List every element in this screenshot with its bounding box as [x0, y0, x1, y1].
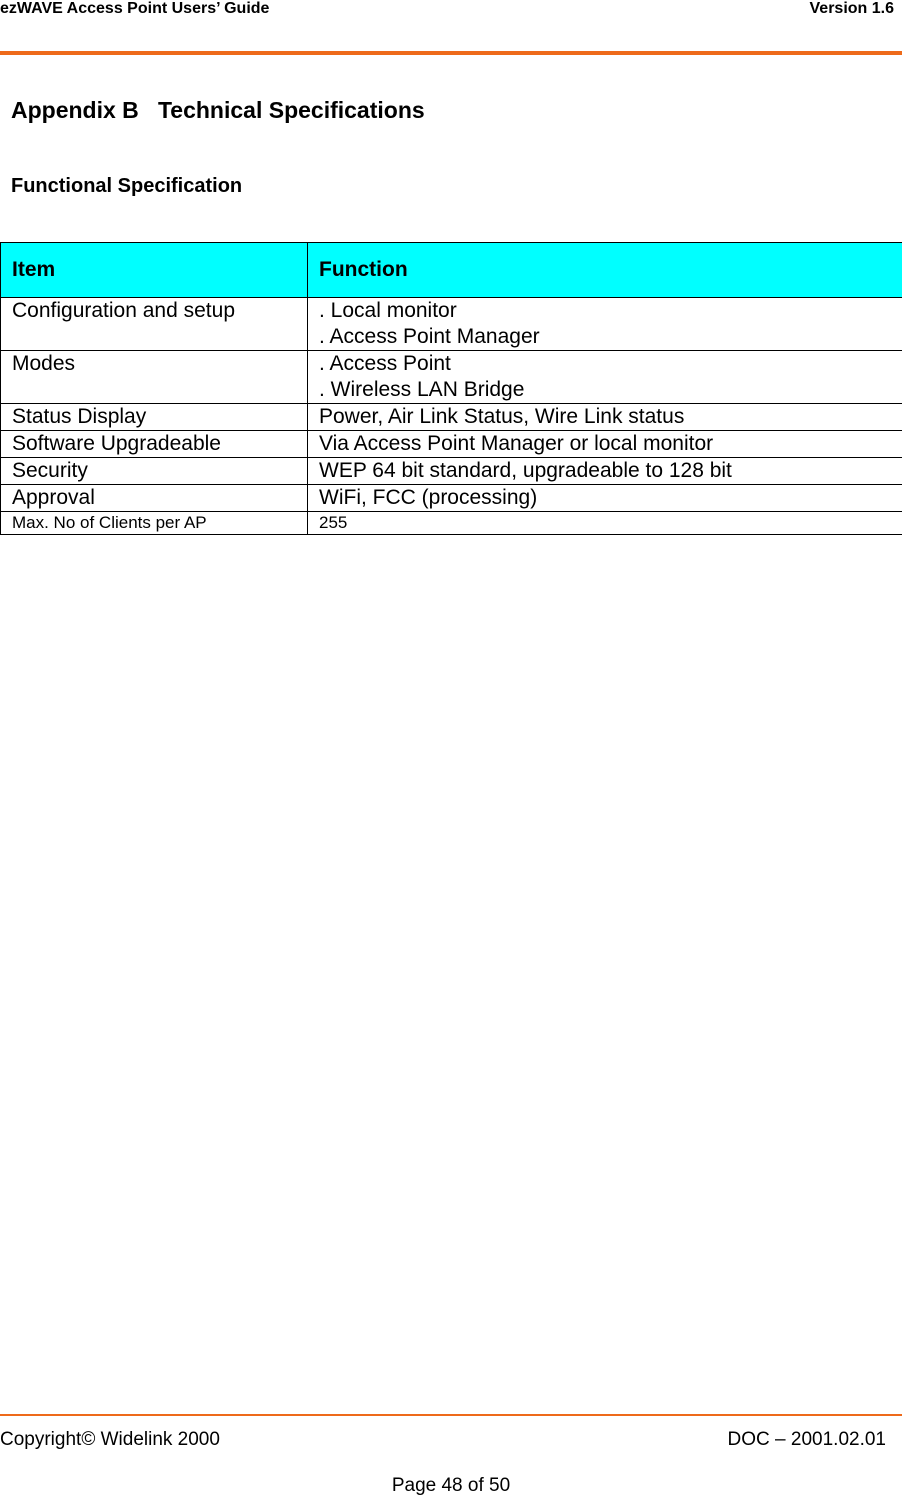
- table-row: [1, 298, 902, 351]
- item-cell: Status Display: [1, 404, 308, 431]
- table-row: [1, 512, 902, 535]
- function-cell: [308, 351, 902, 404]
- item-cell: Approval: [1, 485, 308, 512]
- column-header-item: Item: [1, 243, 308, 298]
- function-line: . Access Point Manager: [319, 325, 540, 348]
- table-row: [1, 404, 902, 431]
- table-header-row: [1, 243, 902, 298]
- document-version: Version 1.6: [809, 0, 894, 17]
- table-row: [1, 431, 902, 458]
- page-number: Page 48 of 50: [391, 1475, 511, 1496]
- item-cell: Configuration and setup: [1, 298, 308, 351]
- function-cell: Power, Air Link Status, Wire Link status: [308, 404, 902, 431]
- item-cell: Modes: [1, 351, 308, 404]
- footer-divider: [0, 1414, 902, 1416]
- function-cell: WEP 64 bit standard, upgradeable to 128 bit: [308, 458, 902, 485]
- item-cell: Security: [1, 458, 308, 485]
- function-line: . Access Point: [319, 352, 451, 375]
- function-cell: [308, 298, 902, 351]
- item-cell: Max. No of Clients per AP: [1, 512, 308, 535]
- function-line: . Local monitor: [319, 299, 457, 322]
- column-header-function: Function: [308, 243, 902, 298]
- function-cell: Via Access Point Manager or local monitor: [308, 431, 902, 458]
- copyright-text: Copyright© Widelink 2000: [0, 1429, 220, 1450]
- functional-spec-table: [0, 242, 902, 535]
- table-row: [1, 485, 902, 512]
- appendix-title: Appendix B Technical Specifications: [11, 97, 425, 123]
- table-row: [1, 351, 902, 404]
- page-header: [0, 0, 902, 30]
- function-cell: 255: [308, 512, 902, 535]
- function-line: . Wireless LAN Bridge: [319, 378, 525, 401]
- function-cell: WiFi, FCC (processing): [308, 485, 902, 512]
- document-title: ezWAVE Access Point Users’ Guide: [0, 0, 270, 17]
- document-code: DOC – 2001.02.01: [727, 1429, 886, 1450]
- header-divider: [0, 51, 902, 55]
- section-title: Functional Specification: [11, 175, 243, 197]
- item-cell: Software Upgradeable: [1, 431, 308, 458]
- table-row: [1, 458, 902, 485]
